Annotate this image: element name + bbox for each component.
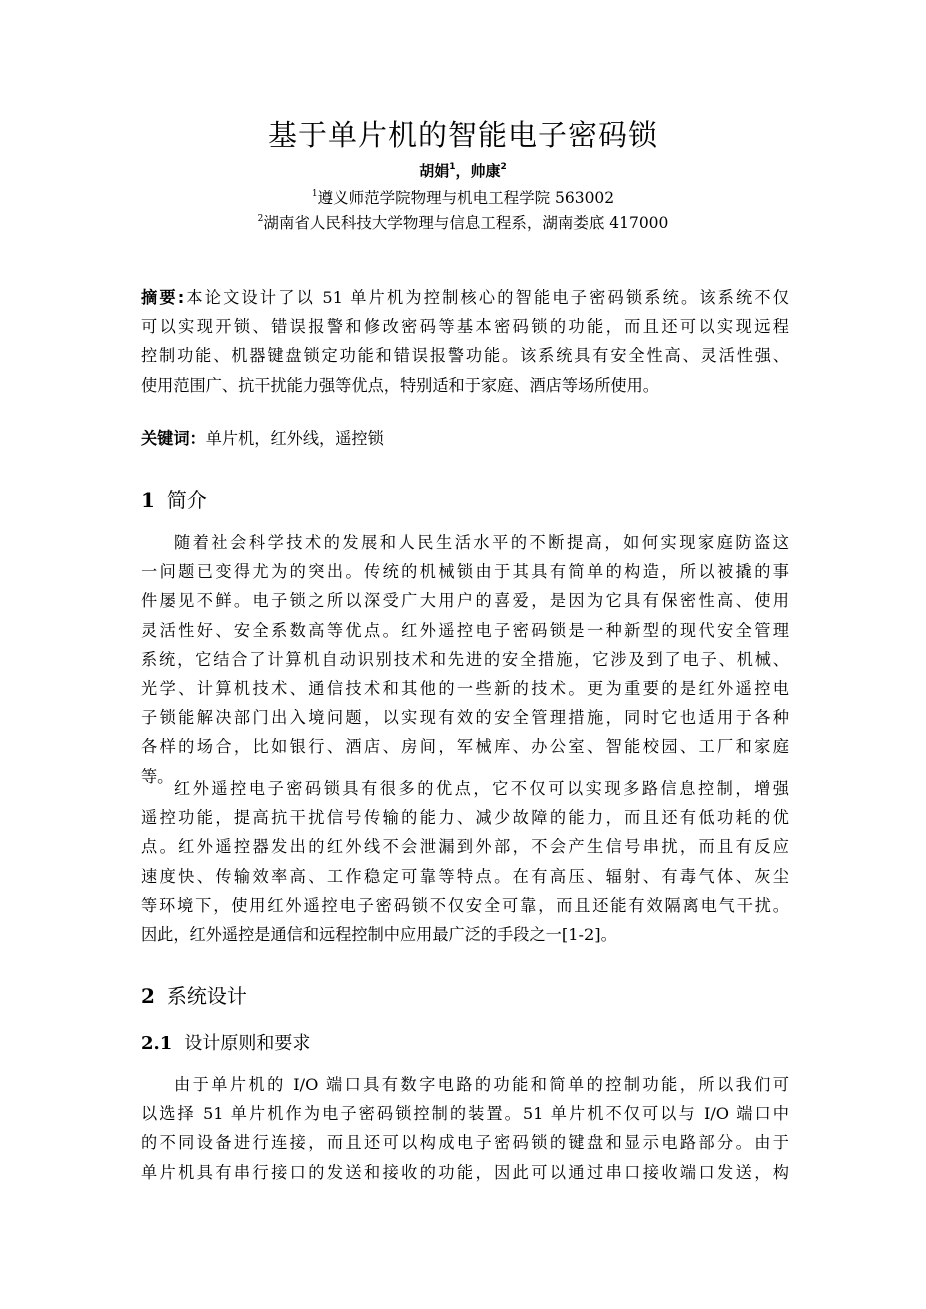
paragraph-line: 单片机具有串行接口的发送和接收的功能，因此可以通过串口接收端口发送，构 [141, 1162, 789, 1182]
affiliation-1 [0, 186, 926, 210]
abstract-line: 控制功能、机器键盘锁定功能和错误报警功能。该系统具有安全性高、灵活性强、 [141, 346, 789, 366]
author-separator: ， [455, 162, 471, 180]
paragraph-line: 以选择 51 单片机作为电子密码锁控制的装置。51 单片机不仅可以与 I/O 端口中 [141, 1104, 789, 1124]
subsection-title: 设计原则和要求 [184, 1033, 311, 1054]
section-title: 简介 [166, 488, 207, 512]
paragraph-line: 点。红外遥控器发出的红外线不会泄漏到外部，不会产生信号串扰，而且有反应 [141, 837, 789, 857]
author-1: 胡娟 [419, 162, 450, 180]
section-heading-introduction [141, 485, 207, 515]
intro-paragraph-1 [141, 528, 789, 791]
paragraph-line: 件屡见不鲜。电子锁之所以深受广大用户的喜爱，是因为它具有保密性高、使用 [141, 591, 789, 611]
paragraph-line: 等。 [141, 766, 174, 786]
keywords-line [141, 424, 789, 453]
subsection-number: 2.1 [141, 1033, 173, 1054]
keywords-text: 单片机，红外线，遥控锁 [205, 429, 384, 448]
affiliation-1-mark: 1 [311, 189, 318, 199]
keywords-label: 关键词： [141, 429, 206, 448]
affiliation-2-mark: 2 [257, 214, 264, 224]
paragraph-line: 因此，红外遥控是通信和远程控制中应用最广泛的手段之一[1-2]。 [141, 924, 617, 944]
paragraph-line: 一问题已变得尤为的突出。传统的机械锁由于其具有简单的构造，所以被撬的事 [141, 562, 789, 582]
abstract-line: 可以实现开锁、错误报警和修改密码等基本密码锁的功能，而且还可以实现远程 [141, 317, 789, 337]
author-2-affil-mark: 2 [500, 162, 507, 172]
paragraph-line: 光学、计算机技术、通信技术和其他的一些新的技术。更为重要的是红外遥控电 [141, 678, 789, 698]
paragraph-line: 红外遥控电子密码锁具有很多的优点，它不仅可以实现多路信息控制，增强 [174, 779, 789, 798]
paragraph-line: 灵活性好、安全系数高等优点。红外遥控电子密码锁是一种新型的现代安全管理 [141, 620, 789, 640]
section-number: 2 [141, 984, 155, 1008]
abstract [141, 283, 789, 400]
abstract-line [141, 283, 789, 312]
section-number: 1 [141, 488, 155, 512]
paragraph-line: 速度快、传输效率高、工作稳定可靠等特点。在有高压、辐射、有毒气体、灰尘 [141, 866, 789, 886]
section-title: 系统设计 [166, 984, 247, 1008]
paper-title: 基于单片机的智能电子密码锁 [267, 118, 658, 152]
affiliation-2 [0, 211, 926, 235]
author-2: 帅康 [470, 162, 501, 180]
paragraph-line: 等环境下，使用红外遥控电子密码锁不仅安全可靠，而且还能有效隔离电气干扰。 [141, 895, 789, 915]
author-1-affil-mark: 1 [449, 162, 456, 172]
paragraph-line: 随着社会科学技术的发展和人民生活水平的不断提高，如何实现家庭防盗这 [174, 533, 789, 552]
abstract-label: 摘要: [141, 288, 185, 307]
paragraph-line: 遥控功能，提高抗干扰信号传输的能力、减少故障的能力，而且还有低功耗的优 [141, 808, 789, 828]
paragraph-line: 子锁能解决部门出入境问题，以实现有效的安全管理措施，同时它也适用于各种 [141, 708, 789, 728]
design-paragraph-1 [141, 1070, 789, 1187]
author-line [0, 160, 926, 182]
abstract-text: 本论文设计了以 51 单片机为控制核心的智能电子密码锁系统。该系统不仅 [184, 288, 789, 307]
affiliation-2-text: 湖南省人民科技大学物理与信息工程系，湖南娄底 417000 [263, 214, 669, 232]
section-heading-system-design [141, 981, 247, 1011]
abstract-line: 使用范围广、抗干扰能力强等优点，特别适和于家庭、酒店等场所使用。 [141, 375, 659, 395]
keywords [141, 424, 789, 453]
paragraph-line: 的不同设备进行连接，而且还可以构成电子密码锁的键盘和显示电路部分。由于 [141, 1133, 789, 1153]
paragraph-line: 系统，它结合了计算机自动识别技术和先进的安全措施，它涉及到了电子、机械、 [141, 649, 789, 669]
affiliation-1-text: 遵义师范学院物理与机电工程学院 563002 [317, 189, 615, 207]
subsection-heading-design-principles [141, 1030, 310, 1058]
intro-paragraph-2 [141, 774, 789, 949]
paragraph-line: 各样的场合，比如银行、酒店、房间，军械库、办公室、智能校园、工厂和家庭 [141, 737, 789, 757]
paragraph-line: 由于单片机的 I/O 端口具有数字电路的功能和简单的控制功能，所以我们可 [174, 1075, 789, 1094]
